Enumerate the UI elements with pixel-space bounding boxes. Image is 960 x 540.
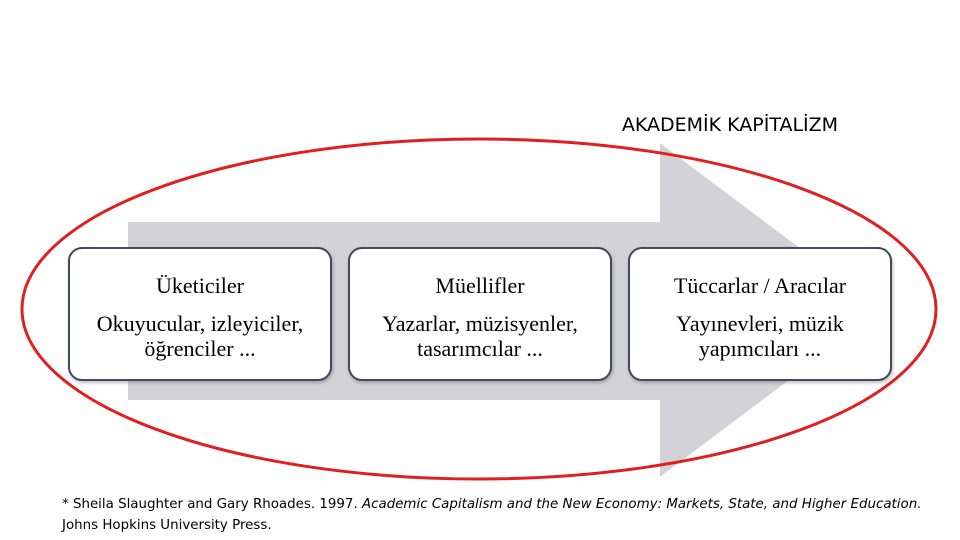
intermediaries-box xyxy=(628,247,892,381)
citation-authors: * Sheila Slaughter and Gary Rhoades. 1997. xyxy=(62,497,358,512)
consumers-box xyxy=(68,247,332,381)
diagram-title: AKADEMİK KAPİTALİZM xyxy=(621,114,839,136)
box-title: Üketiciler xyxy=(156,273,244,298)
authors-box xyxy=(348,247,612,381)
citation-footnote xyxy=(62,494,942,536)
box-body: Yazarlar, müzisyenler, tasarımcılar ... xyxy=(382,311,578,361)
box-body: Okuyucular, izleyiciler, öğrenciler ... xyxy=(96,311,304,361)
citation-publisher: Johns Hopkins University Press. xyxy=(62,518,272,533)
box-title: Müellifler xyxy=(435,273,525,298)
box-title: Tüccarlar / Aracılar xyxy=(673,273,847,298)
citation-title: Academic Capitalism and the New Economy: Markets, State, and Higher Education. xyxy=(361,497,922,512)
box-body: Yayınevleri, müzik yapımcıları ... xyxy=(676,311,844,361)
